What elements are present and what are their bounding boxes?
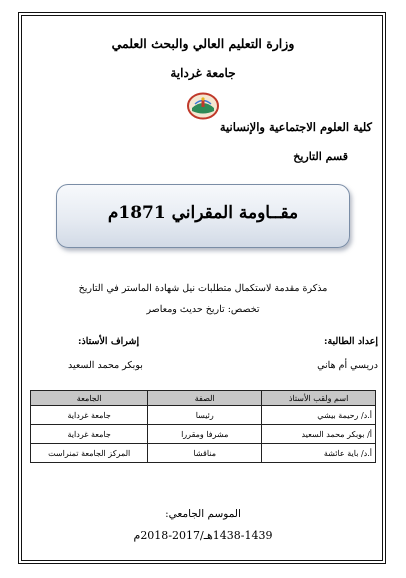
- jury-member-role: مناقشا: [148, 444, 262, 463]
- jury-member-role: رئيسا: [148, 406, 262, 425]
- header-institution: الجامعة: [31, 391, 148, 406]
- jury-member-role: مشرفا ومقررا: [148, 425, 262, 444]
- table-row: [31, 425, 376, 444]
- jury-member-name: أ/ بوبكر محمد السعيد: [262, 425, 376, 444]
- supervisor-name: بوبكر محمد السعيد: [68, 360, 143, 371]
- jury-member-institution: جامعة غرداية: [31, 425, 148, 444]
- academic-season-label: الموسم الجامعي:: [165, 508, 241, 520]
- header-name: اسم ولقب الأستاذ: [262, 391, 376, 406]
- student-name: دريسي أم هاني: [317, 360, 378, 371]
- faculty-name: كلية العلوم الاجتماعية والإنسانية: [219, 120, 372, 134]
- thesis-description: مذكرة مقدمة لاستكمال متطلبات نيل شهادة الماستر في التاريخ: [78, 283, 328, 294]
- jury-member-name: أ.د/ رحيمة بيشي: [262, 406, 376, 425]
- thesis-title: مقــاومة المقراني 1871م: [107, 203, 299, 223]
- table-row: [31, 406, 376, 425]
- header-role: الصفة: [148, 391, 262, 406]
- university-seal-icon: [186, 92, 220, 120]
- jury-member-institution: جامعة غرداية: [31, 406, 148, 425]
- table-row: [31, 444, 376, 463]
- jury-table-header: [31, 391, 376, 406]
- supervised-by-label: إشراف الأستاذ:: [78, 336, 140, 347]
- department-name: قسم التاريخ: [293, 150, 348, 163]
- jury-table: [30, 390, 376, 463]
- thesis-specialty: تخصص: تاريخ حديث ومعاصر: [146, 304, 260, 315]
- university-name: جامعة غرداية: [170, 66, 236, 80]
- jury-member-name: أ.د/ باية عائشة: [262, 444, 376, 463]
- jury-member-institution: المركز الجامعة تمنراست: [31, 444, 148, 463]
- ministry-title: وزارة التعليم العالي والبحث العلمي: [111, 36, 295, 51]
- academic-season-years: 1438-1439هـ/2017-2018م: [133, 529, 273, 542]
- prepared-by-label: إعداد الطالبة:: [323, 336, 378, 347]
